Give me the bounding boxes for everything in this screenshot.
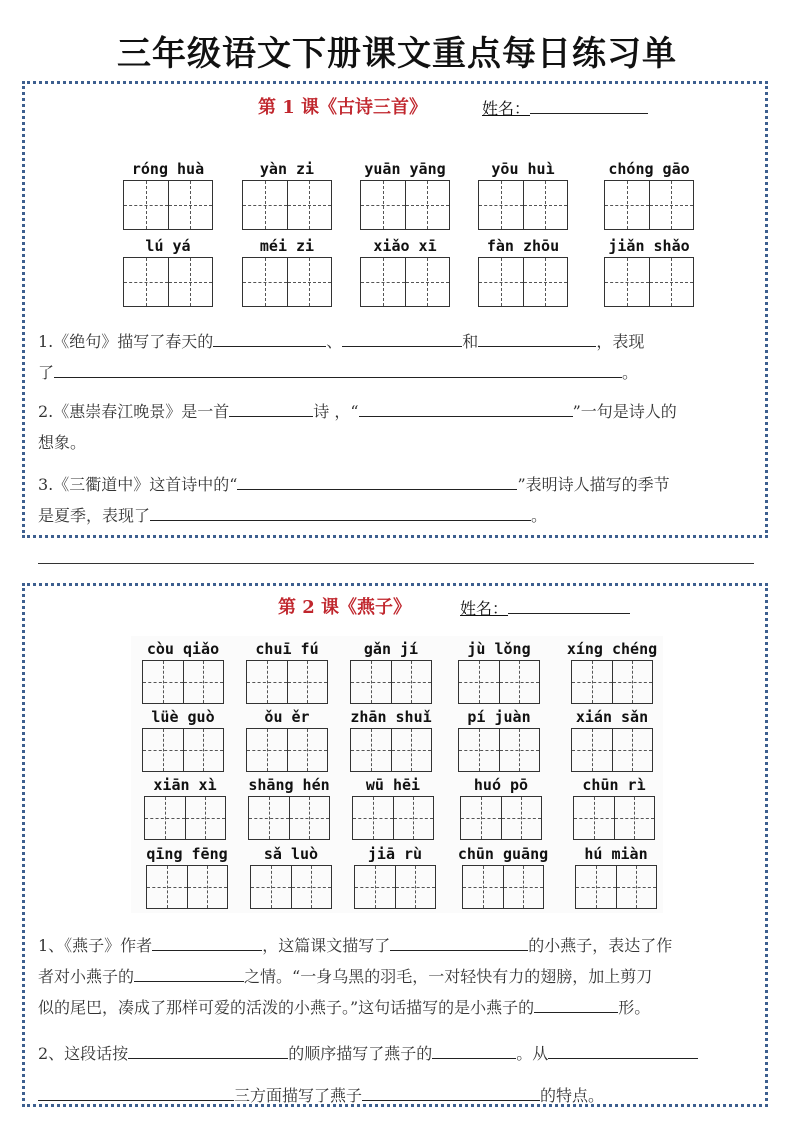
writing-cell[interactable] <box>459 729 500 771</box>
tianzige-box[interactable] <box>352 796 434 840</box>
writing-cell[interactable] <box>524 181 568 229</box>
writing-cell[interactable] <box>502 797 542 839</box>
writing-cell[interactable] <box>613 729 653 771</box>
question-text: 。 <box>622 363 639 382</box>
tianzige-box[interactable] <box>144 796 226 840</box>
writing-cell[interactable] <box>615 797 655 839</box>
question-text: 3.《三衢道中》这首诗中的“ <box>38 475 238 494</box>
tianzige-box[interactable] <box>571 728 653 772</box>
pinyin-label: zhān shuǐ <box>350 708 432 726</box>
writing-cell[interactable] <box>147 866 188 908</box>
pinyin-label: shāng hén <box>248 776 330 794</box>
question-text: 者对小燕子的 <box>38 967 135 986</box>
tianzige-box[interactable] <box>571 660 653 704</box>
tianzige-box[interactable] <box>462 865 544 909</box>
pinyin-label: xiǎo xī <box>373 237 437 255</box>
question-text: 想象。 <box>38 433 87 452</box>
pinyin-label: yàn zi <box>259 160 315 178</box>
tianzige-box[interactable] <box>242 180 332 230</box>
answer-blank[interactable] <box>150 502 531 521</box>
pinyin-label: chūn rì <box>582 776 646 794</box>
pinyin-label: yōu huì <box>491 160 555 178</box>
answer-blank[interactable] <box>478 328 596 347</box>
writing-cell[interactable] <box>500 729 540 771</box>
name-blank[interactable] <box>530 97 648 114</box>
writing-cell[interactable] <box>124 258 169 306</box>
writing-cell[interactable] <box>288 181 332 229</box>
answer-blank[interactable] <box>342 328 462 347</box>
tianzige-box[interactable] <box>142 660 224 704</box>
tianzige-box[interactable] <box>248 796 330 840</box>
writing-cell[interactable] <box>145 797 186 839</box>
writing-cell[interactable] <box>406 181 450 229</box>
question-text: 和 <box>462 332 479 351</box>
writing-cell[interactable] <box>169 258 213 306</box>
question-text: 、 <box>326 332 343 351</box>
writing-cell[interactable] <box>184 661 224 703</box>
pinyin-label: chūn guāng <box>457 845 549 863</box>
writing-cell[interactable] <box>243 258 288 306</box>
question-text: 1、《燕子》作者 <box>38 936 153 955</box>
answer-blank[interactable] <box>359 398 573 417</box>
tianzige-box[interactable] <box>478 180 568 230</box>
writing-cell[interactable] <box>351 661 392 703</box>
tianzige-box[interactable] <box>460 796 542 840</box>
question-text: 的特点。 <box>540 1086 605 1105</box>
writing-cell[interactable] <box>500 661 540 703</box>
writing-cell[interactable] <box>479 258 524 306</box>
pinyin-label: gǎn jí <box>363 640 419 658</box>
writing-cell[interactable] <box>288 729 328 771</box>
question-text: ，这篇课文描写了 <box>262 936 391 955</box>
writing-cell[interactable] <box>650 181 694 229</box>
tianzige-box[interactable] <box>573 796 655 840</box>
writing-cell[interactable] <box>461 797 502 839</box>
writing-cell[interactable] <box>463 866 504 908</box>
writing-cell[interactable] <box>186 797 226 839</box>
pinyin-label: hú miàn <box>584 845 648 863</box>
writing-cell[interactable] <box>290 797 330 839</box>
writing-cell[interactable] <box>613 661 653 703</box>
tianzige-box[interactable] <box>604 180 694 230</box>
lesson1-title: 第 1 课《古诗三首》 <box>258 97 428 118</box>
lesson2-header <box>278 593 411 619</box>
tianzige-box[interactable] <box>360 257 450 307</box>
pinyin-label: jù lǒng <box>467 640 531 658</box>
lesson2-title: 第 2 课《燕子》 <box>278 597 412 618</box>
name-label: 姓名： <box>482 99 531 118</box>
answer-blank[interactable] <box>534 994 618 1013</box>
pinyin-label: huó pō <box>473 776 529 794</box>
lesson2-question-2 <box>38 1033 763 1117</box>
writing-cell[interactable] <box>355 866 396 908</box>
pinyin-label: yuān yāng <box>364 160 446 178</box>
question-text: 。 <box>531 506 548 525</box>
pinyin-label: xián sǎn <box>575 708 649 726</box>
writing-cell[interactable] <box>406 258 450 306</box>
writing-cell[interactable] <box>396 866 436 908</box>
writing-cell[interactable] <box>288 661 328 703</box>
writing-cell[interactable] <box>184 729 224 771</box>
writing-cell[interactable] <box>574 797 615 839</box>
answer-blank[interactable] <box>213 328 326 347</box>
lesson1-question-3 <box>38 469 758 531</box>
question-text: 。从 <box>516 1044 549 1063</box>
writing-cell[interactable] <box>576 866 617 908</box>
writing-cell[interactable] <box>251 866 292 908</box>
writing-cell[interactable] <box>288 258 332 306</box>
pinyin-label: méi zi <box>259 237 315 255</box>
answer-blank[interactable] <box>54 359 622 378</box>
section-divider <box>38 563 754 564</box>
writing-cell[interactable] <box>605 181 650 229</box>
tianzige-box[interactable] <box>458 728 540 772</box>
answer-blank[interactable] <box>38 1082 234 1101</box>
tianzige-box[interactable] <box>123 180 213 230</box>
lesson1-question-2 <box>38 396 758 458</box>
writing-cell[interactable] <box>361 258 406 306</box>
writing-cell[interactable] <box>351 729 392 771</box>
question-text: 三方面描写了燕子 <box>234 1086 363 1105</box>
answer-blank[interactable] <box>152 932 262 951</box>
writing-cell[interactable] <box>459 661 500 703</box>
pinyin-label: sǎ luò <box>263 845 319 863</box>
question-text: ”一句是诗人的 <box>572 402 677 421</box>
writing-cell[interactable] <box>572 661 613 703</box>
writing-cell[interactable] <box>650 258 694 306</box>
writing-cell[interactable] <box>124 181 169 229</box>
writing-cell[interactable] <box>353 797 394 839</box>
tianzige-box[interactable] <box>604 257 694 307</box>
tianzige-box[interactable] <box>246 728 328 772</box>
writing-cell[interactable] <box>479 181 524 229</box>
writing-cell[interactable] <box>361 181 406 229</box>
writing-cell[interactable] <box>247 661 288 703</box>
lesson1-name-field[interactable] <box>482 96 648 119</box>
page-title: 三年级语文下册课文重点每日练习单 <box>117 34 677 74</box>
pinyin-label: xíng chéng <box>566 640 658 658</box>
answer-blank[interactable] <box>362 1082 540 1101</box>
writing-cell[interactable] <box>617 866 657 908</box>
answer-blank[interactable] <box>229 398 313 417</box>
writing-cell[interactable] <box>392 661 432 703</box>
pinyin-label: còu qiǎo <box>146 640 220 658</box>
writing-cell[interactable] <box>394 797 434 839</box>
lesson1-question-1 <box>38 326 738 388</box>
answer-blank[interactable] <box>390 932 528 951</box>
lesson1-header <box>258 93 427 119</box>
writing-cell[interactable] <box>292 866 332 908</box>
writing-cell[interactable] <box>143 661 184 703</box>
pinyin-label: lú yá <box>145 237 191 255</box>
tianzige-box[interactable] <box>350 660 432 704</box>
writing-cell[interactable] <box>392 729 432 771</box>
pinyin-label: qīng fēng <box>146 845 228 863</box>
question-text: 1.《绝句》描写了春天的 <box>38 332 214 351</box>
pinyin-label: róng huà <box>131 160 205 178</box>
answer-blank[interactable] <box>134 963 244 982</box>
writing-cell[interactable] <box>169 181 213 229</box>
question-text: 诗 ，“ <box>313 402 359 421</box>
question-text: 的小燕子，表达了作 <box>528 936 673 955</box>
tianzige-box[interactable] <box>354 865 436 909</box>
tianzige-box[interactable] <box>242 257 332 307</box>
writing-cell[interactable] <box>504 866 544 908</box>
pinyin-label: jiā rù <box>367 845 423 863</box>
question-text: 2、这段话按 <box>38 1044 129 1063</box>
tianzige-box[interactable] <box>575 865 657 909</box>
tianzige-box[interactable] <box>246 660 328 704</box>
tianzige-box[interactable] <box>350 728 432 772</box>
writing-cell[interactable] <box>143 729 184 771</box>
tianzige-box[interactable] <box>250 865 332 909</box>
lesson2-name-field[interactable] <box>460 596 630 619</box>
question-text: 之情。“一身乌黑的羽毛，一对轻快有力的翅膀，加上剪刀 <box>244 967 653 986</box>
question-text: 似的尾巴，凑成了那样可爱的活泼的小燕子。”这句话描写的是小燕子的 <box>38 998 535 1017</box>
tianzige-box[interactable] <box>142 728 224 772</box>
answer-blank[interactable] <box>237 471 517 490</box>
question-text: 了 <box>38 363 55 382</box>
answer-blank[interactable] <box>432 1040 516 1059</box>
tianzige-box[interactable] <box>360 180 450 230</box>
question-text: 2.《惠崇春江晚景》是一首 <box>38 402 230 421</box>
tianzige-box[interactable] <box>478 257 568 307</box>
writing-cell[interactable] <box>572 729 613 771</box>
pinyin-label: lüè guò <box>151 708 215 726</box>
pinyin-label: fàn zhōu <box>486 237 560 255</box>
question-text: ，表现 <box>596 332 645 351</box>
answer-blank[interactable] <box>548 1040 698 1059</box>
pinyin-label: chóng gāo <box>608 160 690 178</box>
writing-cell[interactable] <box>249 797 290 839</box>
tianzige-box[interactable] <box>123 257 213 307</box>
pinyin-label: ǒu ěr <box>264 708 310 726</box>
pinyin-label: wū hēi <box>365 776 421 794</box>
name-blank[interactable] <box>508 597 630 614</box>
question-text: 是夏季，表现了 <box>38 506 151 525</box>
question-text: ”表明诗人描写的季节 <box>517 475 670 494</box>
name-label: 姓名： <box>460 599 509 618</box>
pinyin-label: chuī fú <box>255 640 319 658</box>
pinyin-label: xiān xì <box>153 776 217 794</box>
pinyin-label: pí juàn <box>467 708 531 726</box>
writing-cell[interactable] <box>243 181 288 229</box>
writing-cell[interactable] <box>524 258 568 306</box>
tianzige-box[interactable] <box>458 660 540 704</box>
writing-cell[interactable] <box>188 866 228 908</box>
pinyin-label: jiǎn shǎo <box>608 237 690 255</box>
lesson2-question-1 <box>38 930 763 1023</box>
answer-blank[interactable] <box>128 1040 288 1059</box>
writing-cell[interactable] <box>247 729 288 771</box>
question-text: 形。 <box>618 998 651 1017</box>
question-text: 的顺序描写了燕子的 <box>288 1044 433 1063</box>
writing-cell[interactable] <box>605 258 650 306</box>
tianzige-box[interactable] <box>146 865 228 909</box>
